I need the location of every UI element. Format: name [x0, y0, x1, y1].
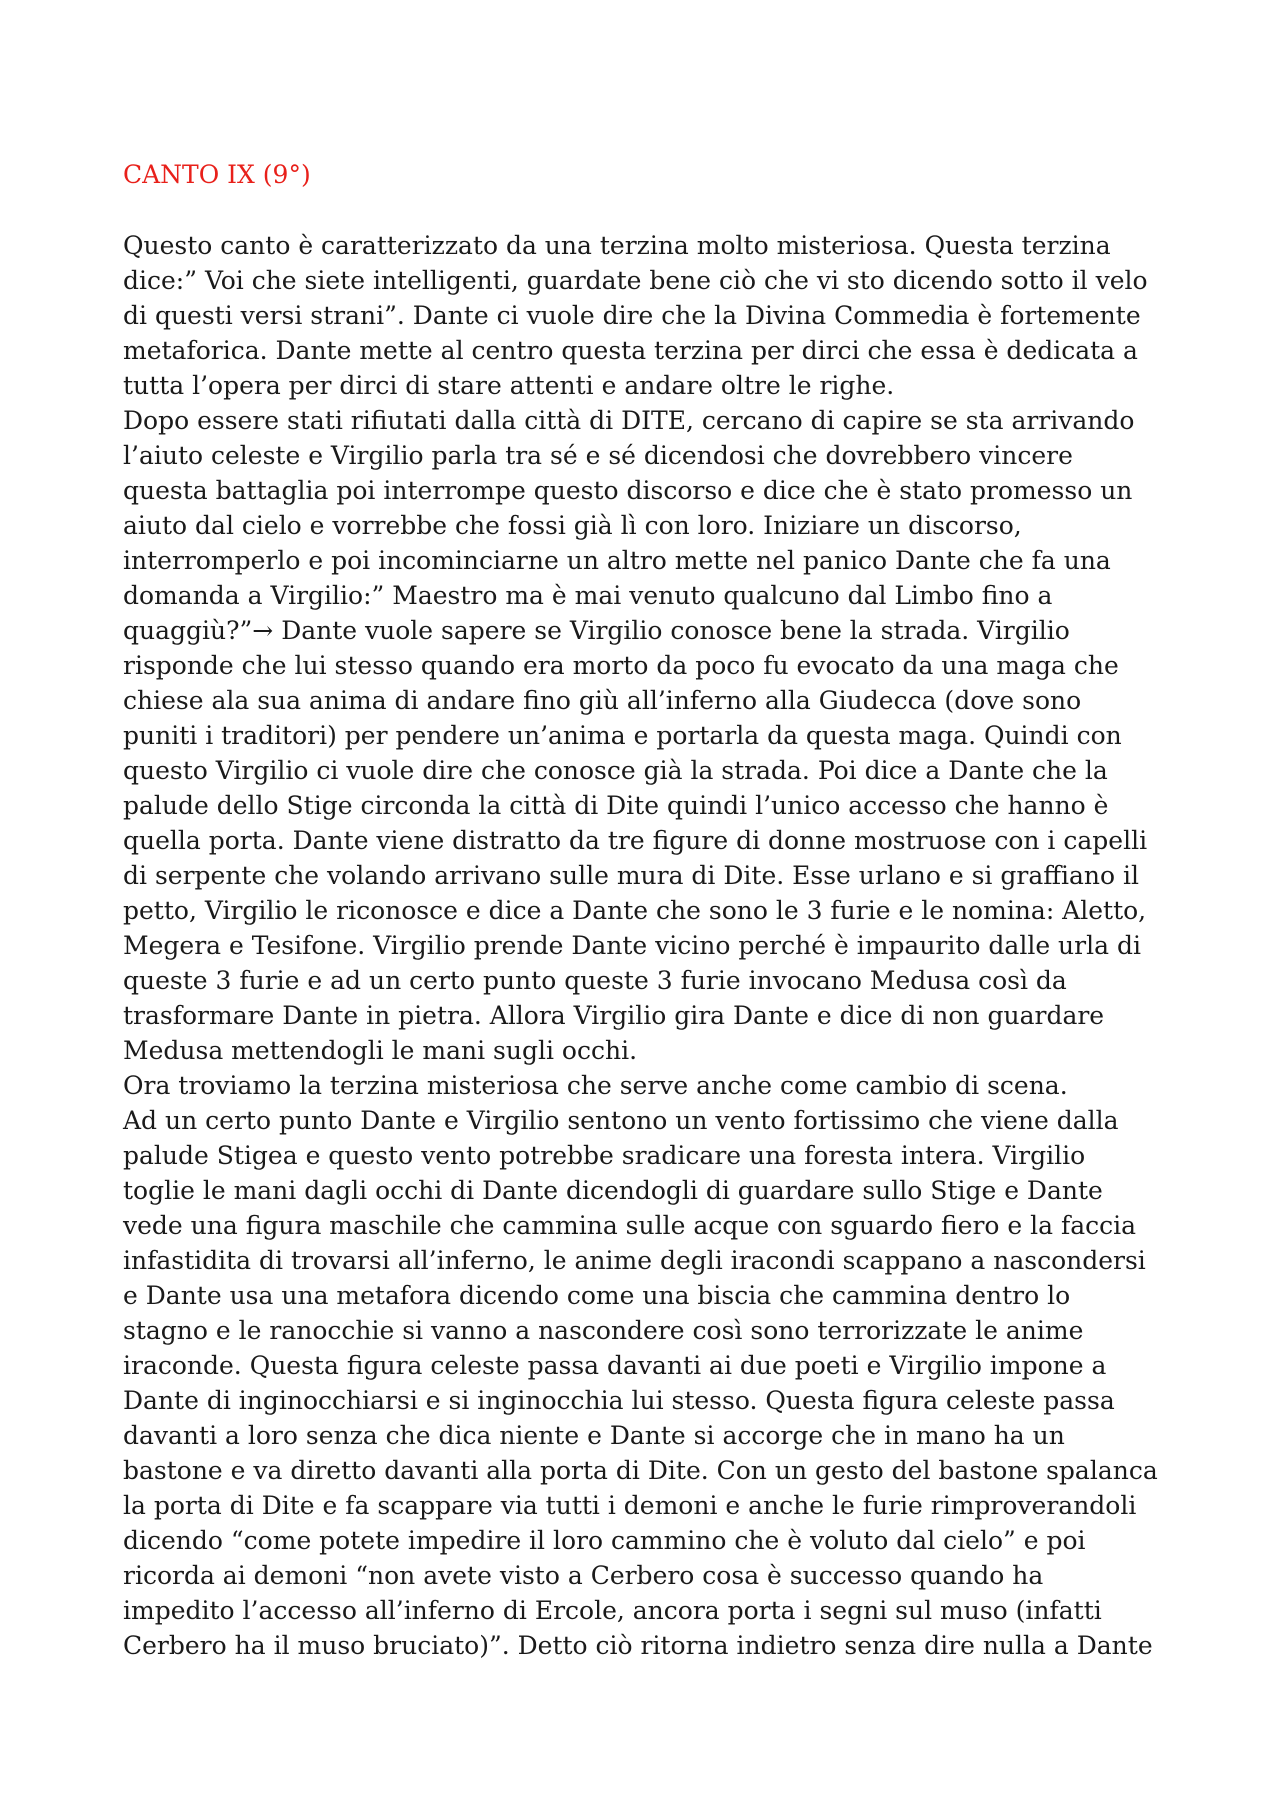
text-line: impedito l’accesso all’inferno di Ercole, ancora porta i segni sul muso (infatti [123, 1596, 1102, 1625]
text-line: la porta di Dite e fa scappare via tutti i demoni e anche le furie rimproverandoli [123, 1491, 1137, 1520]
text-line: Dante di inginocchiarsi e si inginocchia lui stesso. Questa figura celeste passa [123, 1386, 1115, 1415]
text-line: di questi versi strani”. Dante ci vuole dire che la Divina Commedia è fortemente [123, 301, 1141, 330]
text-line: Dopo essere stati rifiutati dalla città di DITE, cercano di capire se sta arrivando [123, 406, 1135, 435]
text-line: stagno e le ranocchie si vanno a nascondere così sono terrorizzate le anime [123, 1316, 1084, 1345]
text-line: palude Stigea e questo vento potrebbe sradicare una foresta intera. Virgilio [123, 1141, 1086, 1170]
text-line: queste 3 furie e ad un certo punto queste 3 furie invocano Medusa così da [123, 966, 1067, 995]
text-line: puniti i traditori) per pendere un’anima e portarla da questa maga. Quindi con [123, 721, 1122, 750]
text-line: toglie le mani dagli occhi di Dante dicendogli di guardare sullo Stige e Dante [123, 1176, 1103, 1205]
text-line: Medusa mettendogli le mani sugli occhi. [123, 1036, 638, 1065]
text-line: ricorda ai demoni “non avete visto a Cerbero cosa è successo quando ha [123, 1561, 1044, 1590]
text-line: davanti a loro senza che dica niente e Dante si accorge che in mano ha un [123, 1421, 1065, 1450]
text-line: dice:” Voi che siete intelligenti, guardate bene ciò che vi sto dicendo sotto il velo [123, 266, 1148, 295]
text-line: Megera e Tesifone. Virgilio prende Dante vicino perché è impaurito dalle urla di [123, 931, 1141, 960]
text-line: vede una figura maschile che cammina sulle acque con sguardo fiero e la faccia [123, 1211, 1137, 1240]
text-line: questa battaglia poi interrompe questo discorso e dice che è stato promesso un [123, 476, 1133, 505]
text-line: Ora troviamo la terzina misteriosa che serve anche come cambio di scena. [123, 1071, 1068, 1100]
canto-heading: CANTO IX (9°) [123, 160, 311, 189]
text-line: metaforica. Dante mette al centro questa terzina per dirci che essa è dedicata a [123, 336, 1138, 365]
text-line: interromperlo e poi incominciarne un altro mette nel panico Dante che fa una [123, 546, 1111, 575]
text-line: di serpente che volando arrivano sulle mura di Dite. Esse urlano e si graffiano il [123, 861, 1139, 890]
body-text [123, 228, 1163, 1663]
text-line: e Dante usa una metafora dicendo come una biscia che cammina dentro lo [123, 1281, 1071, 1310]
text-line: palude dello Stige circonda la città di Dite quindi l’unico accesso che hanno è [123, 791, 1109, 820]
text-line: risponde che lui stesso quando era morto da poco fu evocato da una maga che [123, 651, 1119, 680]
text-line: quella porta. Dante viene distratto da tre figure di donne mostruose con i capelli [123, 826, 1148, 855]
text-line: quaggiù?”→ Dante vuole sapere se Virgilio conosce bene la strada. Virgilio [123, 616, 1070, 645]
text-line: petto, Virgilio le riconosce e dice a Dante che sono le 3 furie e le nomina: Aletto, [123, 896, 1147, 925]
text-line: Cerbero ha il muso bruciato)”. Detto ciò ritorna indietro senza dire nulla a Dante [123, 1631, 1153, 1660]
text-line: infastidita di trovarsi all’inferno, le anime degli iracondi scappano a nascondersi [123, 1246, 1146, 1275]
text-line: bastone e va diretto davanti alla porta di Dite. Con un gesto del bastone spalanca [123, 1456, 1158, 1485]
text-line: iraconde. Questa figura celeste passa davanti ai due poeti e Virgilio impone a [123, 1351, 1107, 1380]
text-line: dicendo “come potete impedire il loro cammino che è voluto dal cielo” e poi [123, 1526, 1086, 1555]
text-line: chiese ala sua anima di andare fino giù all’inferno alla Giudecca (dove sono [123, 686, 1082, 715]
text-line: aiuto dal cielo e vorrebbe che fossi già lì con loro. Iniziare un discorso, [123, 511, 1022, 540]
text-line: tutta l’opera per dirci di stare attenti e andare oltre le righe. [123, 371, 895, 400]
text-line: Ad un certo punto Dante e Virgilio sentono un vento fortissimo che viene dalla [123, 1106, 1119, 1135]
text-line: l’aiuto celeste e Virgilio parla tra sé e sé dicendosi che dovrebbero vincere [123, 441, 1073, 470]
text-line: questo Virgilio ci vuole dire che conosce già la strada. Poi dice a Dante che la [123, 756, 1108, 785]
text-line: domanda a Virgilio:” Maestro ma è mai venuto qualcuno dal Limbo fino a [123, 581, 1053, 610]
text-line: Questo canto è caratterizzato da una terzina molto misteriosa. Questa terzina [123, 231, 1111, 260]
text-line: trasformare Dante in pietra. Allora Virgilio gira Dante e dice di non guardare [123, 1001, 1105, 1030]
